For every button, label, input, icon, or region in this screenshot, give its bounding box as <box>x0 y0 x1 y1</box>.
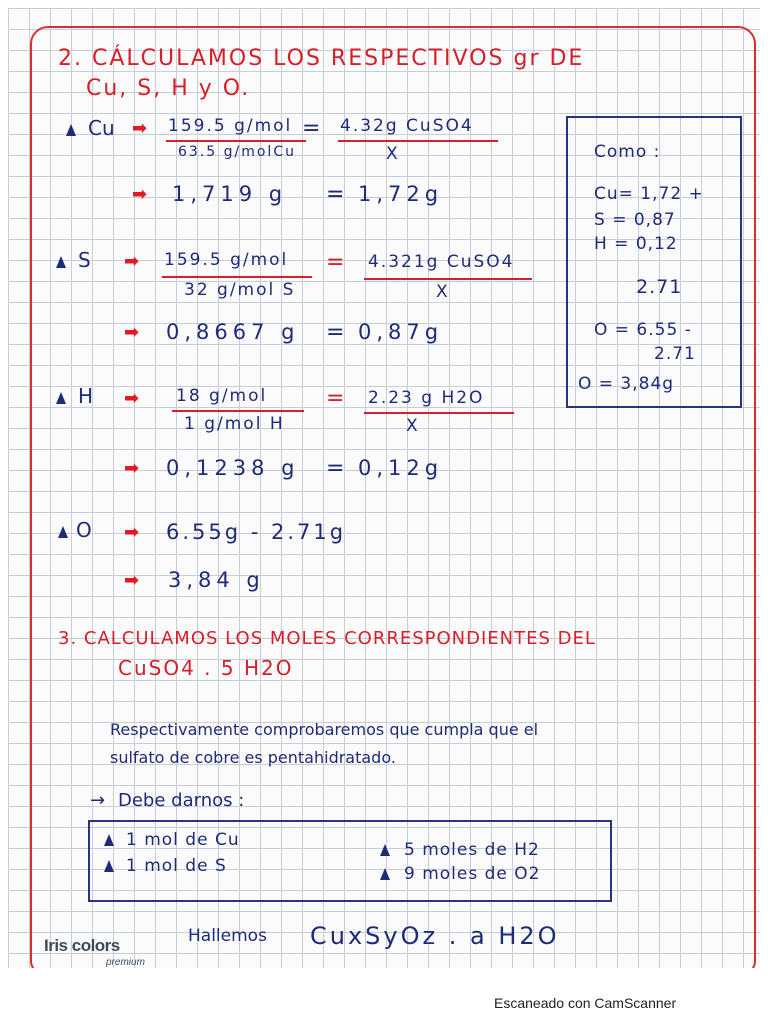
bullet-triangle-icon <box>58 526 68 538</box>
sidebox-sum: 2.71 <box>636 276 683 298</box>
o-symbol: O <box>76 518 92 542</box>
o-calc: 6.55g - 2.71g <box>166 520 347 544</box>
fraction-bar <box>172 410 304 412</box>
camscanner-footer: Escaneado con CamScanner <box>494 995 677 1011</box>
moles-item1: 1 mol de Cu <box>126 830 240 850</box>
bullet-triangle-icon <box>66 124 76 136</box>
fraction-bar <box>364 278 532 280</box>
section3-title-line2: CuSO4 . 5 H2O <box>118 656 294 680</box>
s-frac-right-num: 4.321g CuSO4 <box>368 252 515 272</box>
sidebox-s: S = 0,87 <box>594 210 676 230</box>
cu-frac-right-num: 4.32g CuSO4 <box>340 116 474 136</box>
h-symbol: H <box>78 384 94 408</box>
sidebox-h: H = 0,12 <box>594 234 678 254</box>
sidebox-heading: Como : <box>594 142 661 162</box>
arrow-right-icon: → <box>90 790 106 811</box>
bullet-triangle-icon <box>56 392 66 404</box>
o-result: 3,84 g <box>168 568 265 592</box>
h-frac-left-num: 18 g/mol <box>176 386 268 406</box>
equals-sign: = <box>326 320 345 345</box>
section3-title-line1: 3. CALCULAMOS LOS MOLES CORRESPONDIENTES DEL <box>58 628 596 649</box>
h-frac-right-den: X <box>406 416 420 436</box>
equals-sign: = <box>326 182 345 207</box>
moles-item4: 9 moles de O2 <box>404 864 541 884</box>
logo-brand: Iris colors <box>44 936 120 955</box>
arrow-right-icon: ➡ <box>132 184 148 205</box>
cu-frac-left-num: 159.5 g/mol <box>168 116 293 136</box>
h-result-left: 0,1238 g <box>166 456 300 480</box>
s-frac-left-num: 159.5 g/mol <box>164 250 289 270</box>
arrow-right-icon: ➡ <box>124 322 140 343</box>
iris-colors-logo <box>44 936 145 968</box>
bullet-triangle-icon <box>104 860 114 872</box>
bullet-triangle-icon <box>380 844 390 856</box>
section2-title-line1: 2. CÁLCULAMOS LOS RESPECTIVOS gr DE <box>58 46 585 71</box>
notebook-page <box>8 8 760 968</box>
sidebox-o-result: O = 3,84g <box>578 374 675 394</box>
cu-result-right: 1,72g <box>358 182 444 206</box>
h-result-right: 0,12g <box>358 456 444 480</box>
sidebox-cu: Cu= 1,72 + <box>594 184 704 204</box>
arrow-right-icon: ➡ <box>124 251 140 272</box>
fraction-bar <box>166 140 306 142</box>
arrow-right-icon: ➡ <box>124 388 140 409</box>
h-frac-right-num: 2.23 g H2O <box>368 388 485 408</box>
fraction-bar <box>162 276 312 278</box>
equals-sign: = <box>326 250 345 275</box>
paragraph-line2: sulfato de cobre es pentahidratado. <box>110 748 396 767</box>
cu-frac-left-den: 63.5 g/molCu <box>178 144 296 160</box>
s-symbol: S <box>78 248 91 272</box>
bullet-triangle-icon <box>104 834 114 846</box>
hallemos-label: Hallemos <box>188 926 267 946</box>
section2-title-line2: Cu, S, H y O. <box>86 76 251 101</box>
cu-result-left: 1,719 g <box>172 182 288 206</box>
equals-sign: = <box>326 456 345 481</box>
s-frac-right-den: X <box>436 282 450 302</box>
arrow-right-icon: ➡ <box>124 458 140 479</box>
cu-symbol: Cu <box>88 116 115 140</box>
s-frac-left-den: 32 g/mol S <box>184 280 296 300</box>
arrow-right-icon: ➡ <box>132 118 148 139</box>
paragraph-line1: Respectivamente comprobaremos que cumpla que el <box>110 720 539 739</box>
moles-item3: 5 moles de H2 <box>404 840 540 860</box>
bullet-triangle-icon <box>56 256 66 268</box>
bullet-triangle-icon <box>380 868 390 880</box>
s-result-left: 0,8667 g <box>166 320 300 344</box>
fraction-bar <box>364 412 514 414</box>
hallemos-formula: CuxSyOz . a H2O <box>310 922 560 950</box>
arrow-right-icon: ➡ <box>124 570 140 591</box>
equals-sign: = <box>302 116 321 141</box>
moles-item2: 1 mol de S <box>126 856 227 876</box>
s-result-right: 0,87g <box>358 320 444 344</box>
h-frac-left-den: 1 g/mol H <box>184 414 285 434</box>
sidebox-o-line: O = 6.55 - <box>594 320 692 340</box>
cu-frac-right-den: X <box>386 144 400 164</box>
equals-sign: = <box>326 386 345 411</box>
debe-label: Debe darnos : <box>118 790 245 811</box>
fraction-bar <box>338 140 498 142</box>
logo-sub: premium <box>106 957 145 968</box>
arrow-right-icon: ➡ <box>124 522 140 543</box>
sidebox-o-sub: 2.71 <box>654 344 696 364</box>
